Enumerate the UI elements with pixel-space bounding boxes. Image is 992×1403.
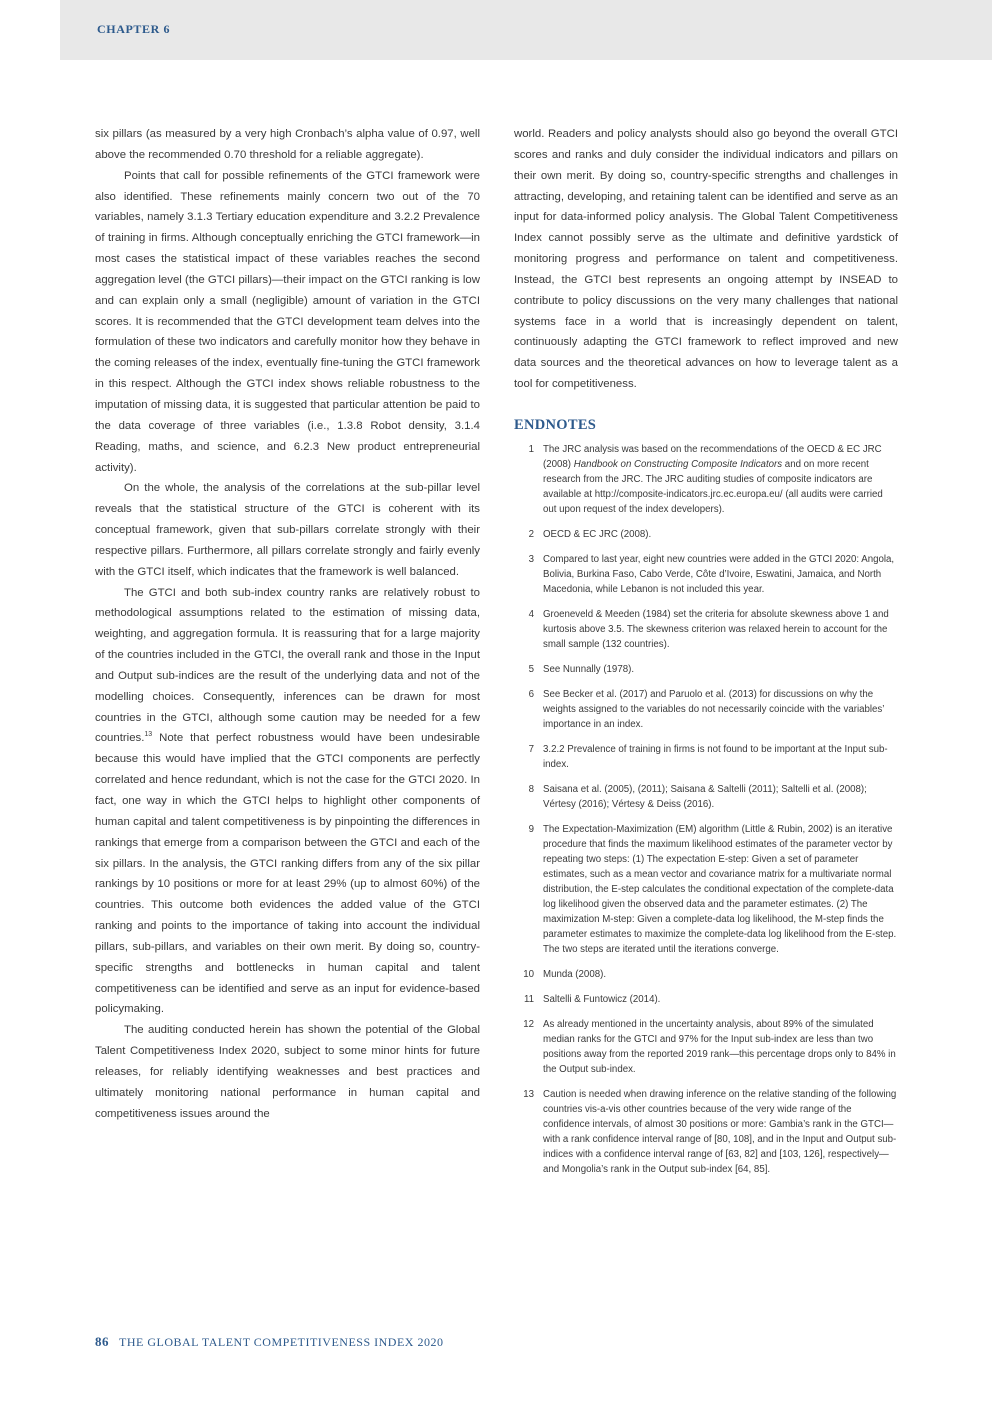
endnote-6 xyxy=(514,687,898,732)
left-paragraph-4 xyxy=(95,583,480,1021)
endnote-text: Compared to last year, eight new countries were added in the GTCI 2020: Angola, Bolivia, Burkina Faso, Cabo Verde, Côte d’Ivoire, Eswatini, Jamaica, and North Macedonia, while Lebanon is not included this year. xyxy=(543,553,895,595)
header-band xyxy=(60,0,992,60)
endnote-number: 1 xyxy=(528,443,534,455)
endnote-italic-title: Handbook on Constructing Composite Indicators xyxy=(573,458,783,470)
endnote-text: Caution is needed when drawing inference on the relative standing of the following countries vis-a-vis other countries because of the very wide range of the confidence intervals, of almost 30 positions or more: Gambia’s rank in the GTCI—with a rank confidence interval range of [80, 108], and in the Input and Output sub-indices with a confidence interval range of [63, 82] and [103, 126], respectively—and Mongolia’s rank in the Output sub-index [64, 85]. xyxy=(543,1088,897,1175)
endnotes-heading: ENDNOTES xyxy=(514,416,597,433)
endnote-number: 6 xyxy=(528,688,534,700)
endnote-text: Groeneveld & Meeden (1984) set the criteria for absolute skewness above 1 and kurtosis above 3.5. The skewness criterion was relaxed herein to account for the small sample (132 countries). xyxy=(543,608,889,650)
page-number: 86 xyxy=(95,1334,109,1349)
endnote-ref-13[interactable]: 13 xyxy=(144,731,153,739)
endnote-number: 9 xyxy=(528,823,534,835)
endnote-number: 12 xyxy=(523,1018,534,1030)
endnote-text: and on more recent research from the JRC. The JRC auditing studies of composite indicators are available at http://composite-indicators.jrc.ec.europa.eu/ (all audits were carried out upon request of the index developers). xyxy=(543,458,883,515)
left-paragraph-5: The auditing conducted herein has shown the potential of the Global Talent Competitiveness Index 2020, subject to some minor hints for future releases, for reliably identifying weaknesses and best practices and ultimately monitoring national performance in human capital and competitiveness issues around the xyxy=(95,1024,480,1120)
left-column xyxy=(95,124,480,1125)
publication-title: THE GLOBAL TALENT COMPETITIVENESS INDEX 2020 xyxy=(119,1335,444,1349)
endnote-text: Munda (2008). xyxy=(543,968,607,980)
endnote-number: 8 xyxy=(528,783,534,795)
endnote-text: OECD & EC JRC (2008). xyxy=(543,528,652,540)
endnote-5 xyxy=(514,662,898,677)
left-paragraph-4-part-a: The GTCI and both sub-index country ranks are relatively robust to methodological assumptions related to the estimation of missing data, weighting, and aggregation formula. It is reassuring that for a large majority of the countries included in the GTCI, the overall rank and those in the Input and Output sub-indices are the result of the underlying data and not of the modelling choices. Consequently, inferences can be drawn for most countries in the GTCI, although some caution may be needed for a few countries. xyxy=(95,586,480,745)
page-footer xyxy=(95,1334,443,1350)
endnote-10 xyxy=(514,967,898,982)
left-paragraph-2: Points that call for possible refinements of the GTCI framework were also identified. These refinements mainly concern two out of the 70 variables, namely 3.1.3 Tertiary education expenditure and 3.2.2 Prevalence of training in firms. Although conceptually enriching the GTCI framework—in most cases the statistical impact of these variables reaches the second aggregation level (the GTCI pillars)—their impact on the GTCI ranking is low and can explain only a small (negligible) amount of variation in the GTCI scores. It is recommended that the GTCI development team delves into the formulation of these two indicators and carefully monitor how they behave in the coming releases of the index, eventually fine-tuning the GTCI framework in this respect. Although the GTCI index shows reliable robustness to the imputation of missing data, it is suggested that particular attention be paid to the data coverage of three variables (i.e., 1.3.8 Robot density, 3.1.4 Reading, maths, and science, and 6.2.3 New product entrepreneurial activity). xyxy=(95,169,480,474)
endnote-number: 11 xyxy=(523,993,534,1005)
endnote-number: 5 xyxy=(528,663,534,675)
endnote-2 xyxy=(514,527,898,542)
endnote-text: Saltelli & Funtowicz (2014). xyxy=(543,993,661,1005)
endnote-8 xyxy=(514,782,898,812)
endnote-text: The Expectation-Maximization (EM) algorithm (Little & Rubin, 2002) is an iterative procedure that finds the maximum likelihood estimates of the parameter vector by repeating two steps: (1) The expectation E-step: Given a set of parameter estimates, such as a mean vector and covariance matrix for a multivariate normal distribution, the E-step calculates the conditional expectation of the complete-data log likelihood given the observed data and the parameter estimates. (2) The maximization M-step: Given a complete-data log likelihood, the M-step finds the parameter estimates to maximize the complete-data log likelihood from the E-step. The two steps are iterated until the iterations converge. xyxy=(543,823,897,955)
endnote-number: 3 xyxy=(528,553,534,565)
endnote-text: See Becker et al. (2017) and Paruolo et al. (2013) for discussions on why the weights assigned to the variables do not necessarily coincide with the variables’ importance in an index. xyxy=(543,688,885,730)
left-paragraph-1: six pillars (as measured by a very high Cronbach’s alpha value of 0.97, well above the recommended 0.70 threshold for a reliable aggregate). xyxy=(95,128,480,161)
endnote-number: 10 xyxy=(523,968,534,980)
right-paragraph-1: world. Readers and policy analysts should also go beyond the overall GTCI scores and ranks and duly consider the individual indicators and pillars on their own merit. By doing so, country-specific strengths and challenges in attracting, developing, and retaining talent can be identified and serve as an input for data-informed policy analysis. The Global Talent Competitiveness Index cannot possibly serve as the ultimate and definitive yardstick of monitoring progress and performance on talent and competitiveness. Instead, the GTCI best represents an ongoing attempt by INSEAD to contribute to policy discussions on the very many challenges that national systems face in a world that is increasingly dependent on talent, continuously adapting the GTCI framework to reflect improved and new data sources and the theoretical advances on how to leverage talent as a tool for competitiveness. xyxy=(514,128,898,391)
chapter-label: CHAPTER 6 xyxy=(97,22,171,36)
endnote-number: 2 xyxy=(528,528,534,540)
endnote-text: The JRC analysis was based on the recommendations of the OECD & EC JRC (2008) xyxy=(543,443,882,470)
endnote-text: Saisana et al. (2005), (2011); Saisana & Saltelli (2011); Saltelli et al. (2008); Vértesy (2016); Vértesy & Deiss (2016). xyxy=(543,783,867,810)
right-column xyxy=(514,124,898,1187)
endnote-3 xyxy=(514,552,898,597)
endnote-text: See Nunnally (1978). xyxy=(543,663,635,675)
endnote-4 xyxy=(514,607,898,652)
endnote-number: 13 xyxy=(523,1088,534,1100)
endnote-text: As already mentioned in the uncertainty analysis, about 89% of the simulated median ranks for the GTCI and 97% for the Input sub-index are less than two positions away from the reported 2019 rank—this percentage drops only to 84% in the Output sub-index. xyxy=(543,1018,896,1075)
endnote-11 xyxy=(514,992,898,1007)
endnote-number: 7 xyxy=(528,743,534,755)
endnote-text: 3.2.2 Prevalence of training in firms is not found to be important at the Input sub-index. xyxy=(543,743,888,770)
endnote-13 xyxy=(514,1087,898,1177)
left-paragraph-3: On the whole, the analysis of the correlations at the sub-pillar level reveals that the statistical structure of the GTCI is coherent with its conceptual framework, given that sub-pillars correlate strongly with their respective pillars. Furthermore, all pillars correlate strongly and fairly evenly with the GTCI itself, which indicates that the framework is well balanced. xyxy=(95,482,480,578)
endnote-number: 4 xyxy=(528,608,534,620)
endnote-9 xyxy=(514,822,898,957)
endnote-1 xyxy=(514,442,898,517)
endnote-12 xyxy=(514,1017,898,1077)
endnote-7 xyxy=(514,742,898,772)
left-paragraph-4-part-b: Note that perfect robustness would have been undesirable because this would have implied that the GTCI components are perfectly correlated and hence redundant, which is not the case for the GTCI 2020. In fact, one way in which the GTCI helps to highlight other components of human capital and talent competitiveness is by pinpointing the differences in rankings that emerge from a comparison between the GTCI and each of the six pillars. In the analysis, the GTCI ranking differs from any of the six pillar rankings by 10 positions or more for at least 29% (up to almost 60%) of the countries. This outcome both evidences the added value of the GTCI ranking and points to the importance of taking into account the individual pillars, sub-pillars, and variables on their own merit. By doing so, country-specific strengths and bottlenecks in human capital and talent competitiveness can be identified and serve as an input for evidence-based policymaking. xyxy=(95,732,480,1016)
